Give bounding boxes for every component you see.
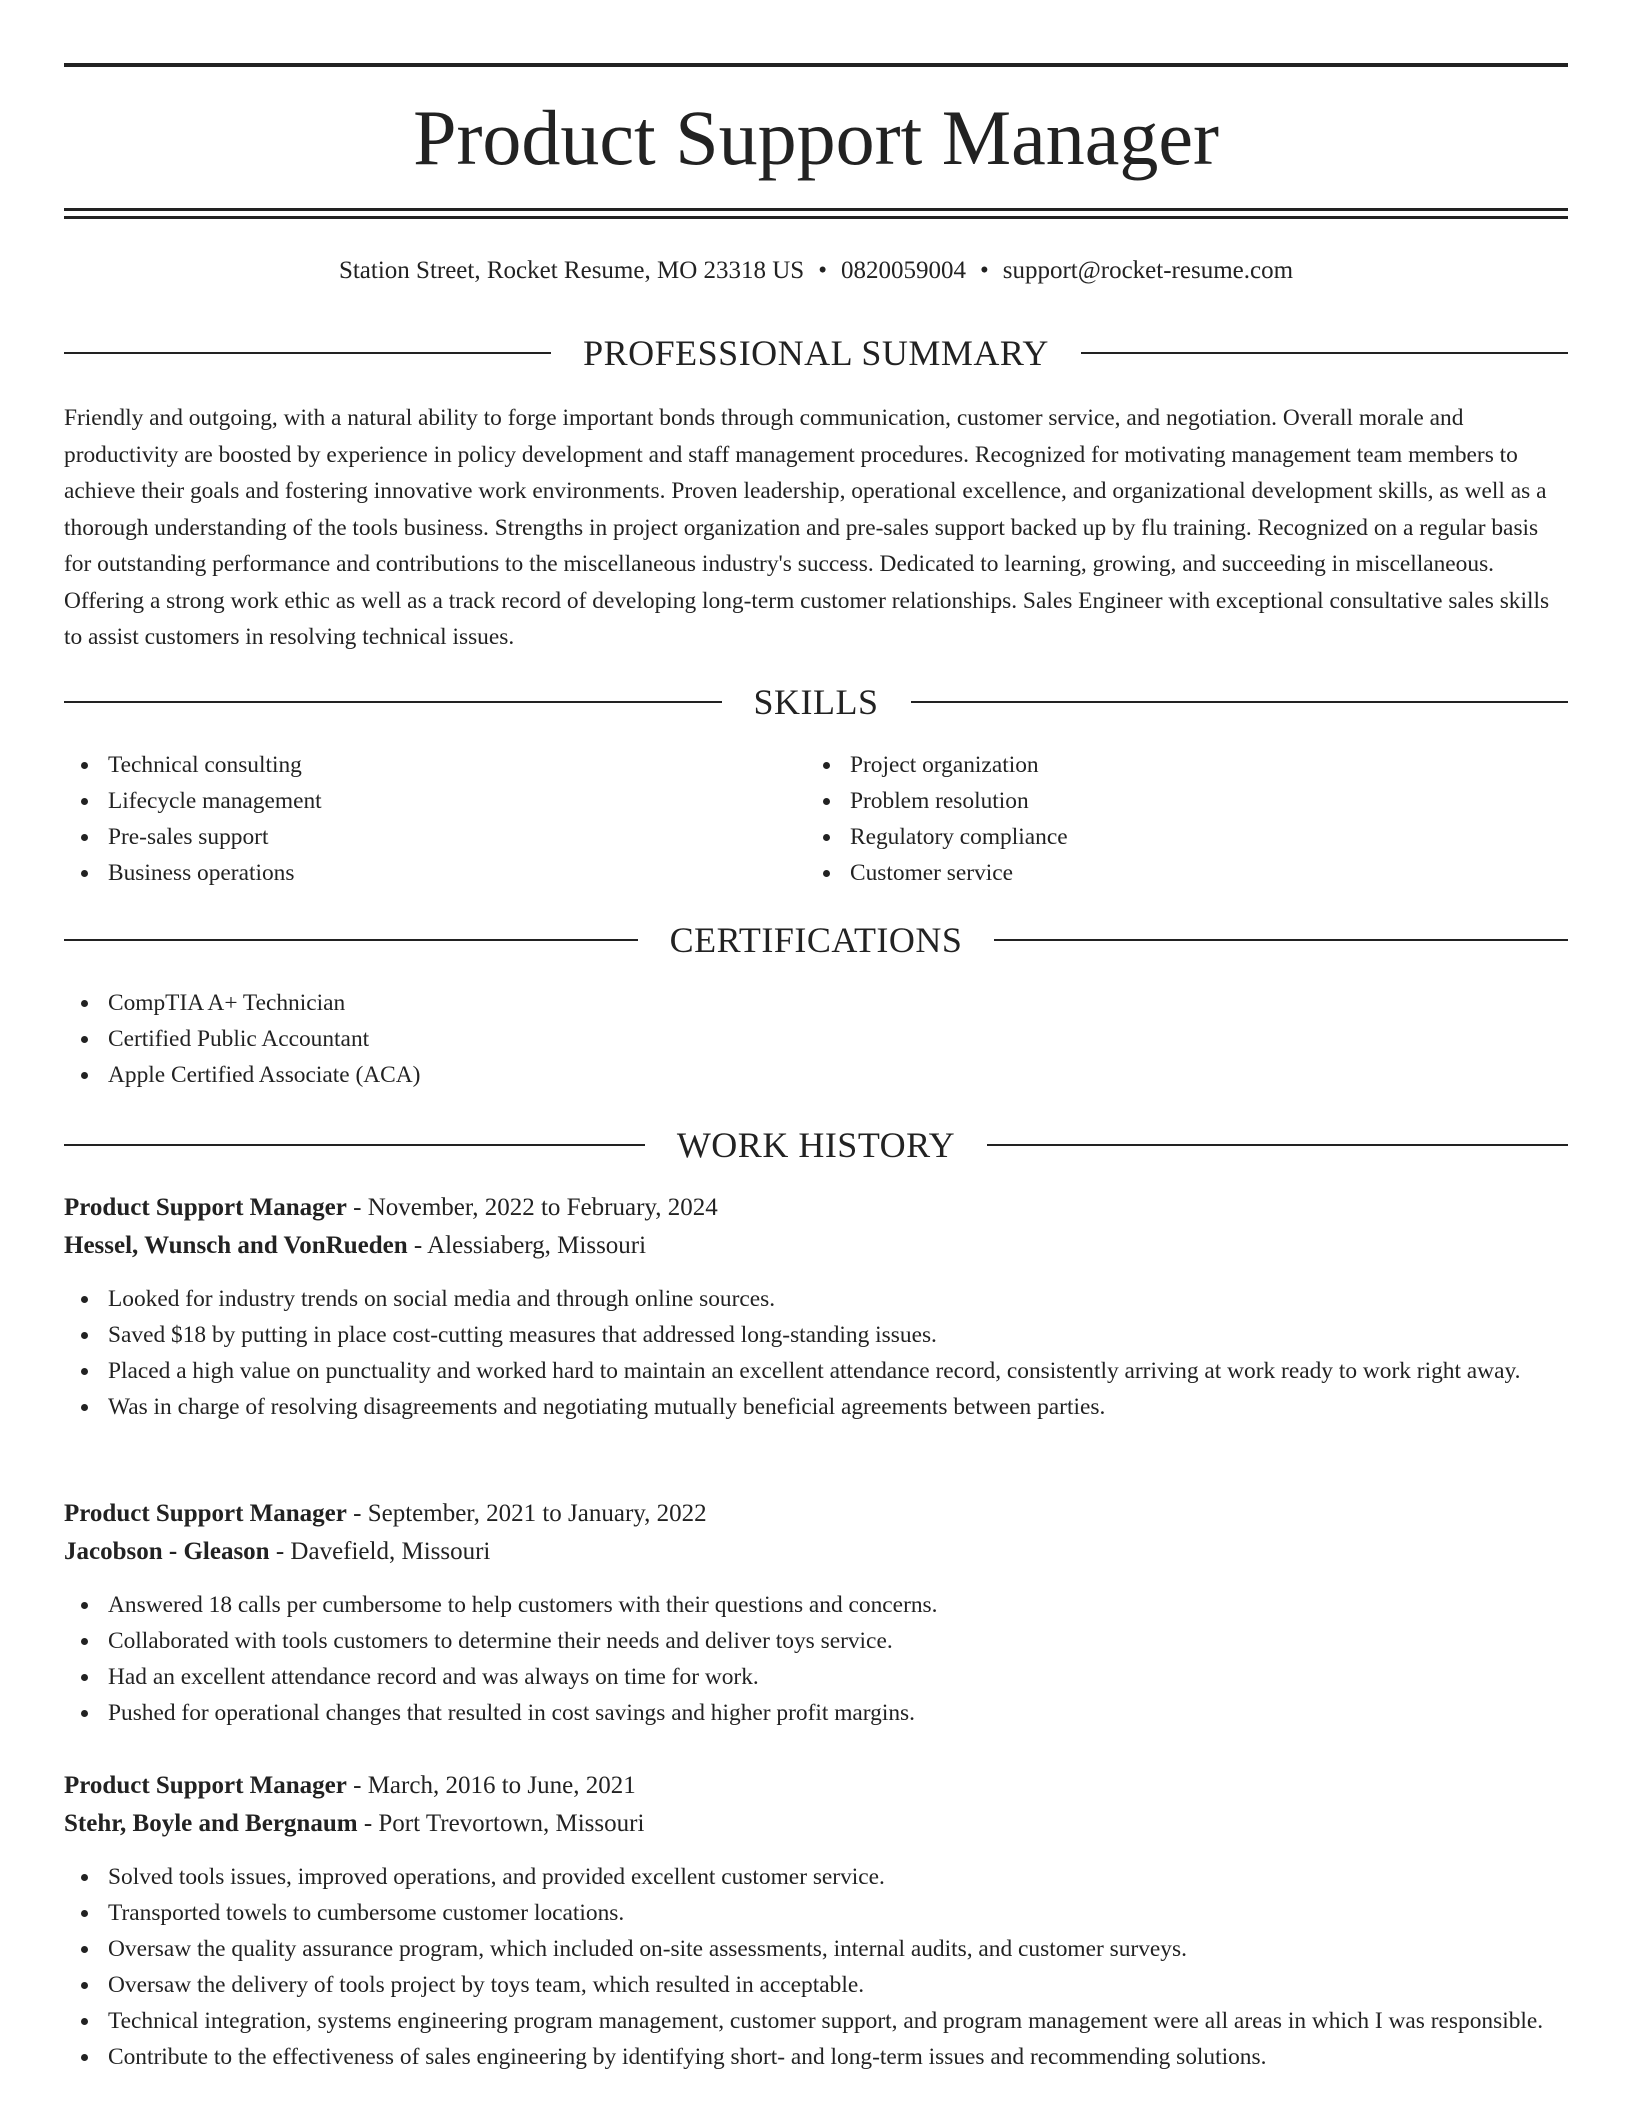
job-dates: - September, 2021 to January, 2022 bbox=[346, 1500, 707, 1527]
job-bullets bbox=[64, 1859, 1568, 2075]
certifications-list bbox=[64, 985, 1568, 1093]
job-bullet: Collaborated with tools customers to determine their needs and deliver toys service. bbox=[64, 1623, 1568, 1659]
section-title: PROFESSIONAL SUMMARY bbox=[583, 333, 1049, 373]
resume-name: Product Support Manager bbox=[413, 94, 1219, 181]
heading-rule-left bbox=[64, 352, 551, 354]
skill-item: Customer service bbox=[806, 855, 1548, 891]
section-heading-work-history bbox=[64, 1123, 1568, 1167]
skill-item: Project organization bbox=[806, 747, 1548, 783]
job-title-line bbox=[64, 1495, 1568, 1533]
section-heading-certifications bbox=[64, 918, 1568, 962]
job-entry bbox=[64, 1495, 1568, 1731]
skill-item: Regulatory compliance bbox=[806, 819, 1548, 855]
job-bullet: Saved $18 by putting in place cost-cutting measures that addressed long-standing issues. bbox=[64, 1317, 1568, 1353]
contact-line bbox=[64, 254, 1568, 288]
certification-item: CompTIA A+ Technician bbox=[64, 985, 1568, 1021]
summary-paragraph: Friendly and outgoing, with a natural ability to forge important bonds through communication, customer service, and negotiation. Overall morale and productivity are boosted by experience in policy development and staff management procedures. Recognized for motivating management team members to achieve their goals and fostering innovative work environments. Proven leadership, operational excellence, and organizational development skills, as well as a thorough understanding of the tools business. Strengths in project organization and pre-sales support backed up by flu training. Recognized on a regular basis for outstanding performance and contributions to the miscellaneous industry's success. Dedicated to learning, growing, and succeeding in miscellaneous. Offering a strong work ethic as well as a track record of developing long-term customer relationships. Sales Engineer with exceptional consultative sales skills to assist customers in resolving technical issues. bbox=[64, 405, 1550, 650]
job-bullet: Contribute to the effectiveness of sales engineering by identifying short- and long-term issues and recommending solutions. bbox=[64, 2039, 1568, 2075]
contact-separator: • bbox=[979, 257, 989, 284]
skill-item: Pre-sales support bbox=[64, 819, 806, 855]
job-company: Jacobson - Gleason bbox=[64, 1538, 270, 1565]
certification-item: Certified Public Accountant bbox=[64, 1021, 1568, 1057]
job-title-line bbox=[64, 1767, 1568, 1805]
job-bullet: Transported towels to cumbersome customer locations. bbox=[64, 1895, 1568, 1931]
skill-item: Technical consulting bbox=[64, 747, 806, 783]
contact-separator: • bbox=[818, 257, 827, 284]
job-dates: - March, 2016 to June, 2021 bbox=[346, 1772, 636, 1799]
job-company-line bbox=[64, 1805, 1568, 1843]
certification-item: Apple Certified Associate (ACA) bbox=[64, 1057, 1568, 1093]
job-bullet: Was in charge of resolving disagreements and negotiating mutually beneficial agreements between parties. bbox=[64, 1389, 1568, 1425]
header-double-rule-lower bbox=[64, 216, 1568, 219]
job-company-line bbox=[64, 1227, 1568, 1265]
job-bullets bbox=[64, 1281, 1568, 1425]
contact-phone: 0820059004 bbox=[840, 257, 966, 284]
job-bullet: Oversaw the quality assurance program, which included on-site assessments, internal audits, and customer surveys. bbox=[64, 1931, 1568, 1967]
heading-rule-left bbox=[64, 701, 722, 703]
job-bullet: Placed a high value on punctuality and worked hard to maintain an excellent attendance record, consistently arriving at work ready to work right away. bbox=[64, 1353, 1568, 1389]
job-title: Product Support Manager bbox=[64, 1772, 347, 1799]
heading-rule-right bbox=[1081, 352, 1568, 354]
job-title-line bbox=[64, 1189, 1568, 1227]
job-location: - Davefield, Missouri bbox=[269, 1538, 491, 1565]
heading-rule-right bbox=[987, 1144, 1568, 1146]
heading-rule-left bbox=[64, 1144, 645, 1146]
job-company-line bbox=[64, 1533, 1568, 1571]
heading-rule-right bbox=[994, 939, 1568, 941]
contact-address: Station Street, Rocket Resume, MO 23318 US bbox=[338, 257, 805, 284]
heading-rule-left bbox=[64, 939, 638, 941]
job-bullet: Pushed for operational changes that resulted in cost savings and higher profit margins. bbox=[64, 1695, 1568, 1731]
job-bullet: Looked for industry trends on social media and through online sources. bbox=[64, 1281, 1568, 1317]
contact-email: support@rocket-resume.com bbox=[1002, 257, 1294, 284]
skill-item: Lifecycle management bbox=[64, 783, 806, 819]
job-entry bbox=[64, 1767, 1568, 2075]
job-entry bbox=[64, 1189, 1568, 1425]
skills-column-right bbox=[806, 747, 1548, 891]
job-title: Product Support Manager bbox=[64, 1194, 347, 1221]
section-title: SKILLS bbox=[753, 682, 879, 722]
job-bullet: Technical integration, systems engineering program management, customer support, and program management were all areas in which I was responsible. bbox=[64, 2003, 1568, 2039]
header-double-rule-upper bbox=[64, 208, 1568, 211]
skills-column-left bbox=[64, 747, 806, 891]
section-heading-summary bbox=[64, 331, 1568, 375]
skills-list bbox=[64, 747, 1568, 891]
job-bullet: Answered 18 calls per cumbersome to help customers with their questions and concerns. bbox=[64, 1587, 1568, 1623]
job-location: - Port Trevortown, Missouri bbox=[357, 1810, 645, 1837]
job-company: Stehr, Boyle and Bergnaum bbox=[64, 1810, 358, 1837]
skill-item: Problem resolution bbox=[806, 783, 1548, 819]
job-bullet: Oversaw the delivery of tools project by toys team, which resulted in acceptable. bbox=[64, 1967, 1568, 2003]
job-dates: - November, 2022 to February, 2024 bbox=[346, 1194, 718, 1221]
heading-rule-right bbox=[911, 701, 1569, 703]
skill-item: Business operations bbox=[64, 855, 806, 891]
job-location: - Alessiaberg, Missouri bbox=[407, 1232, 647, 1259]
section-heading-skills bbox=[64, 680, 1568, 724]
section-title: WORK HISTORY bbox=[676, 1125, 956, 1165]
job-title: Product Support Manager bbox=[64, 1500, 347, 1527]
job-bullets bbox=[64, 1587, 1568, 1731]
header-top-rule bbox=[64, 63, 1568, 67]
job-company: Hessel, Wunsch and VonRueden bbox=[64, 1232, 408, 1259]
section-title: CERTIFICATIONS bbox=[669, 920, 963, 960]
job-bullet: Solved tools issues, improved operations, and provided excellent customer service. bbox=[64, 1859, 1568, 1895]
job-bullet: Had an excellent attendance record and was always on time for work. bbox=[64, 1659, 1568, 1695]
